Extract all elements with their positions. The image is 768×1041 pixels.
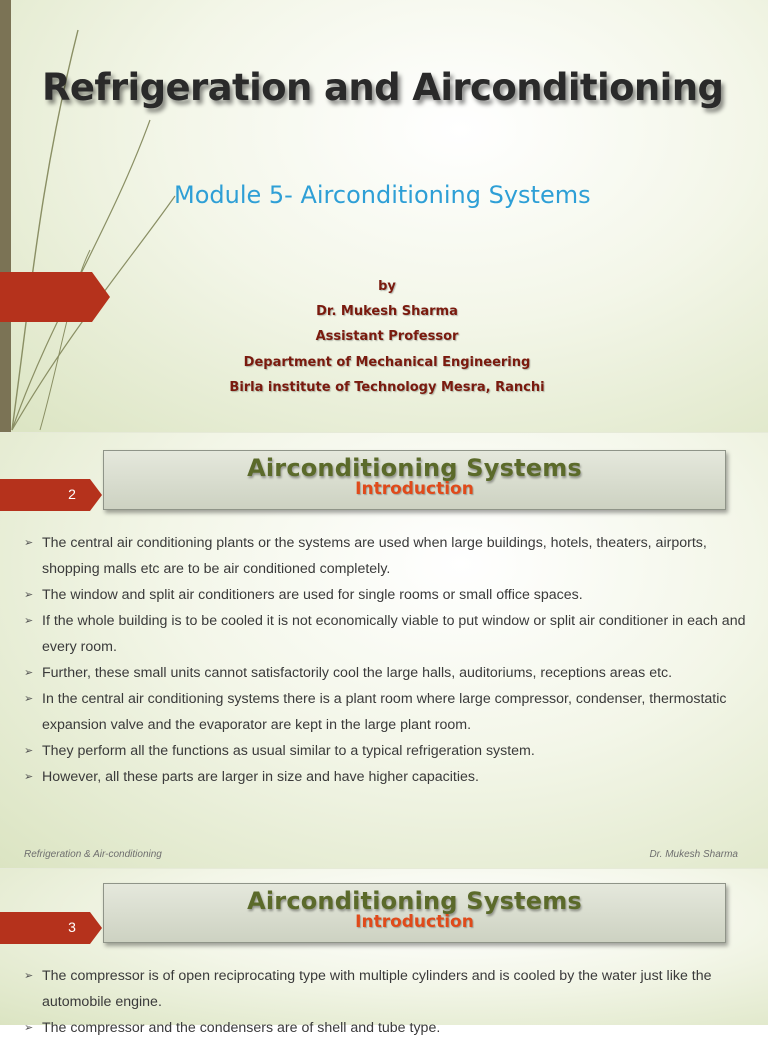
- bullet-list: [24, 530, 746, 790]
- red-arrow-tab: [0, 479, 102, 511]
- bullet-list: [24, 963, 746, 1041]
- slide-header: [103, 883, 726, 943]
- footer-author: Dr. Mukesh Sharma: [649, 849, 738, 860]
- slide-number: 3: [68, 919, 76, 935]
- list-item: ➢ The compressor and the condensers are of shell and tube type.: [24, 1015, 746, 1041]
- list-item: ➢ They perform all the functions as usual similar to a typical refrigeration system.: [24, 738, 746, 764]
- list-item: ➢ The compressor is of open reciprocating type with multiple cylinders and is cooled by the water just like the automobile engine.: [24, 963, 746, 1015]
- author-name: Dr. Mukesh Sharma: [316, 304, 458, 319]
- header-subtitle: Introduction: [355, 912, 474, 932]
- slide-number: 2: [68, 486, 76, 502]
- header-title: Airconditioning Systems: [247, 454, 582, 482]
- slide-header: [103, 450, 726, 510]
- list-item: ➢ If the whole building is to be cooled it is not economically viable to put window or split air conditioner in each and every room.: [24, 608, 746, 660]
- module-subtitle: Module 5- Airconditioning Systems: [174, 181, 591, 209]
- byline-by: by: [378, 279, 396, 294]
- list-item: ➢ In the central air conditioning systems there is a plant room where large compressor, condenser, thermostatic expansion valve and the evaporator are kept in the large plant room.: [24, 686, 746, 738]
- title-slide: [0, 0, 768, 432]
- author-position: Assistant Professor: [315, 329, 459, 344]
- content-slide-2: [0, 432, 768, 869]
- header-title: Airconditioning Systems: [247, 887, 582, 915]
- red-arrow-tab: [0, 912, 102, 944]
- author-institute: Birla institute of Technology Mesra, Ranchi: [229, 380, 545, 395]
- author-department: Department of Mechanical Engineering: [243, 355, 531, 370]
- header-subtitle: Introduction: [355, 479, 474, 499]
- red-arrow-tab: [0, 272, 110, 322]
- content-slide-3: [0, 868, 768, 1036]
- footer-course: Refrigeration & Air-conditioning: [24, 849, 162, 860]
- slide-number-tab: [0, 479, 102, 511]
- slide-number-tab: [0, 912, 102, 944]
- presentation-title: Refrigeration and Airconditioning: [42, 66, 724, 109]
- list-item: ➢ The window and split air conditioners are used for single rooms or small office spaces.: [24, 582, 746, 608]
- list-item: ➢ Further, these small units cannot satisfactorily cool the large halls, auditoriums, receptions areas etc.: [24, 660, 746, 686]
- list-item: ➢ The central air conditioning plants or the systems are used when large buildings, hotels, theaters, airports, shopping malls etc are to be air conditioned completely.: [24, 530, 746, 582]
- list-item: ➢ However, all these parts are larger in size and have higher capacities.: [24, 764, 746, 790]
